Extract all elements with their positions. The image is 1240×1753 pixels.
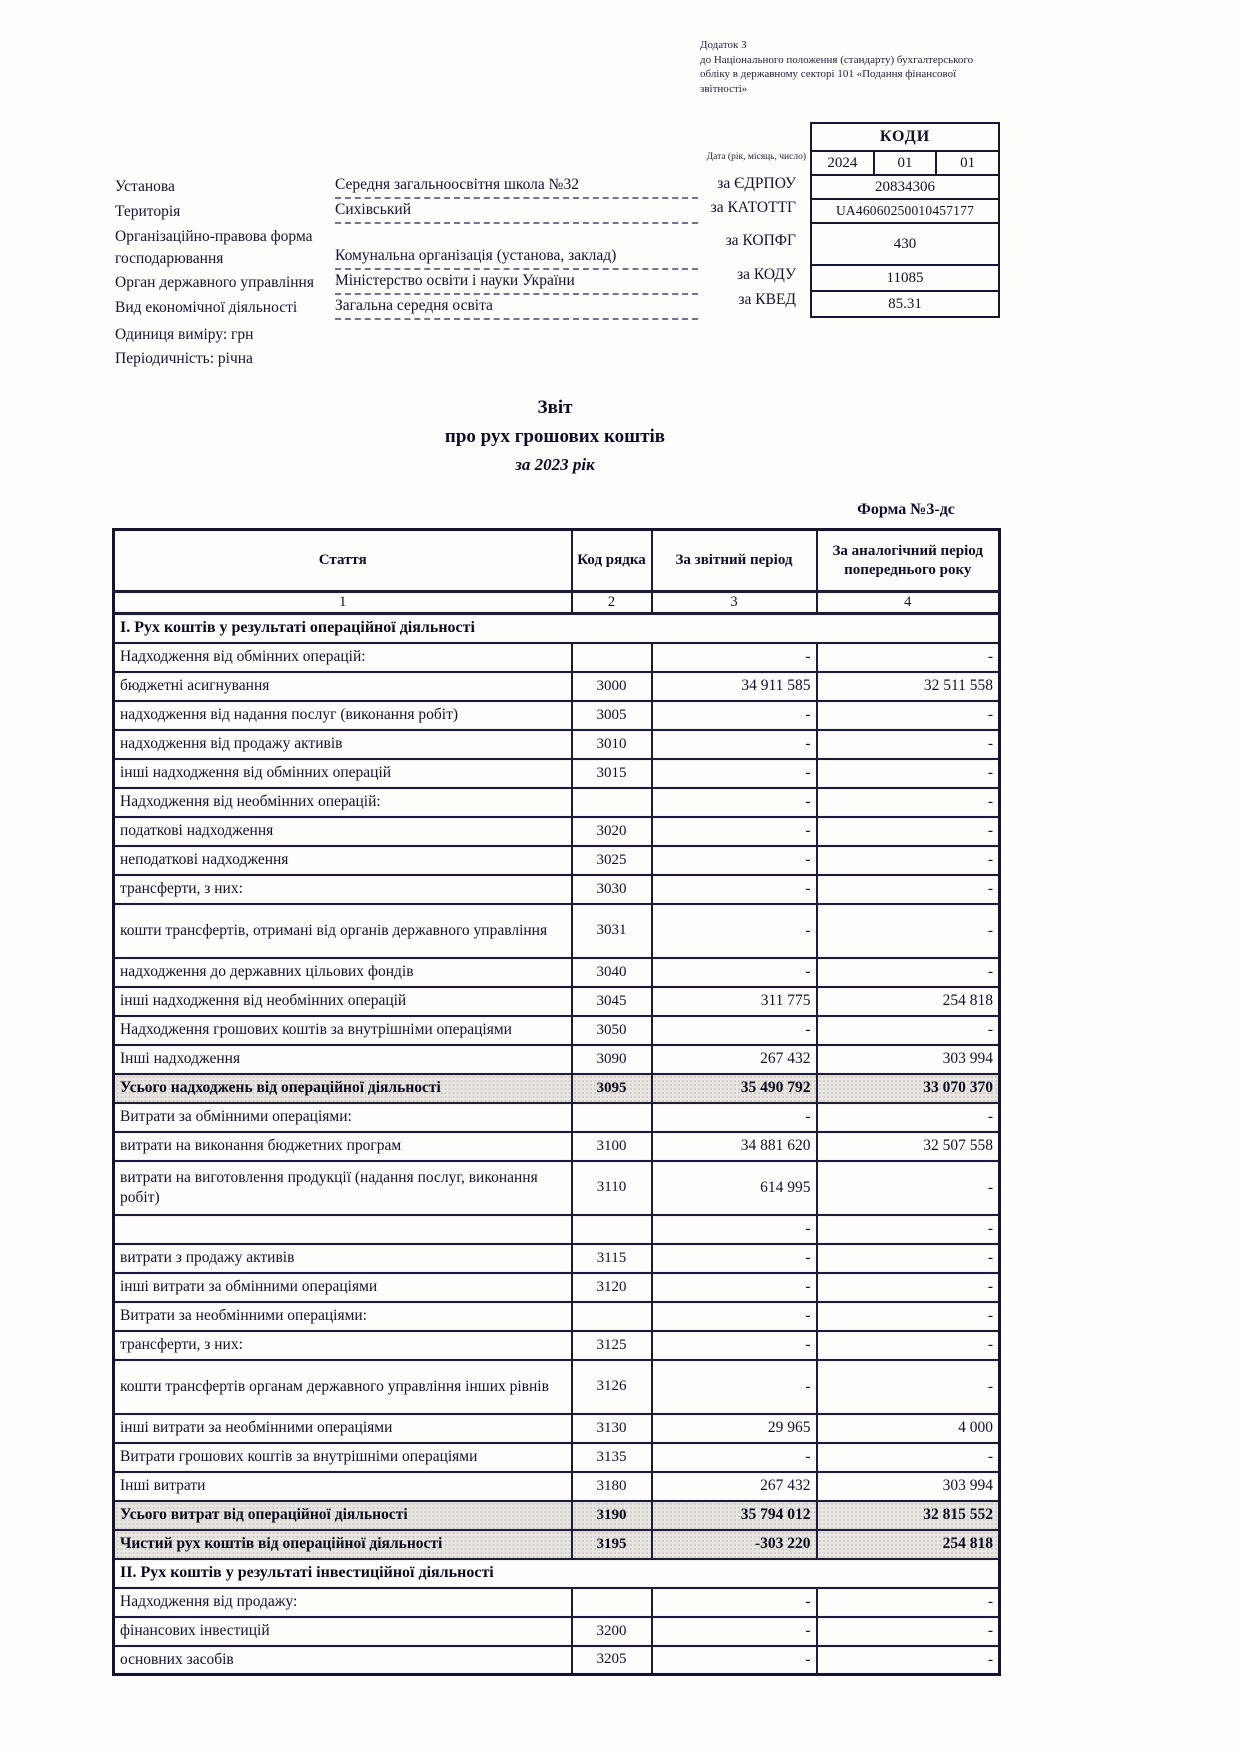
article-cell: Витрати за обмінними операціями: — [114, 1103, 572, 1132]
current-period-cell: - — [652, 1443, 817, 1472]
current-period-cell: - — [652, 1302, 817, 1331]
info-value: Сихівський — [335, 201, 698, 224]
previous-period-cell: 254 818 — [817, 987, 1000, 1016]
previous-period-cell: 32 511 558 — [817, 672, 1000, 701]
previous-period-cell: - — [817, 958, 1000, 987]
column-number: 3 — [652, 592, 817, 614]
previous-period-cell: - — [817, 1103, 1000, 1132]
article-cell: бюджетні асигнування — [114, 672, 572, 701]
current-period-cell: 267 432 — [652, 1045, 817, 1074]
code-cell: 3110 — [572, 1161, 652, 1215]
code-cell: 3030 — [572, 875, 652, 904]
article-cell: надходження від продажу активів — [114, 730, 572, 759]
previous-period-cell: - — [817, 1273, 1000, 1302]
report-title — [112, 393, 998, 478]
table-row — [114, 1132, 1000, 1161]
table-row — [114, 1472, 1000, 1501]
previous-period-cell: - — [817, 1617, 1000, 1646]
code-cell — [572, 1103, 652, 1132]
annex-line: Додаток 3 — [700, 39, 747, 51]
code-value-за-квед: 85.31 — [812, 290, 998, 316]
code-cell: 3025 — [572, 846, 652, 875]
code-cell — [572, 788, 652, 817]
current-period-cell: - — [652, 1215, 817, 1244]
previous-period-cell: 4 000 — [817, 1414, 1000, 1443]
table-row — [114, 759, 1000, 788]
previous-period-cell: 303 994 — [817, 1472, 1000, 1501]
code-side-label: за КОДУ — [737, 266, 796, 283]
table-row — [114, 1588, 1000, 1617]
previous-period-cell: - — [817, 875, 1000, 904]
info-value: Загальна середня освіта — [335, 297, 698, 320]
current-period-cell: - — [652, 1273, 817, 1302]
info-value: Міністерство освіти і науки України — [335, 272, 698, 295]
previous-period-cell: - — [817, 1443, 1000, 1472]
section-title: ІІ. Рух коштів у результаті інвестиційної діяльності — [114, 1559, 1000, 1588]
code-cell: 3031 — [572, 904, 652, 958]
previous-period-cell: - — [817, 1331, 1000, 1360]
code-cell: 3095 — [572, 1074, 652, 1103]
table-row — [114, 788, 1000, 817]
table-row — [114, 730, 1000, 759]
table-row — [114, 1302, 1000, 1331]
code-cell: 3126 — [572, 1360, 652, 1414]
annex-line: звітності» — [700, 82, 748, 95]
column-header: Стаття — [114, 530, 572, 592]
table-row — [114, 1016, 1000, 1045]
article-cell: Надходження від продажу: — [114, 1588, 572, 1617]
previous-period-cell: 254 818 — [817, 1530, 1000, 1559]
table-header-row — [114, 530, 1000, 592]
table-row — [114, 1215, 1000, 1244]
current-period-cell: - — [652, 1360, 817, 1414]
column-header: За аналогічний період попереднього року — [817, 530, 1000, 592]
code-value-за-катоттг: UA46060250010457177 — [812, 198, 998, 222]
article-cell: податкові надходження — [114, 817, 572, 846]
article-cell: надходження від надання послуг (виконання робіт) — [114, 701, 572, 730]
column-header: Код рядка — [572, 530, 652, 592]
current-period-cell: 34 911 585 — [652, 672, 817, 701]
current-period-cell: - — [652, 1617, 817, 1646]
article-cell: Витрати за необмінними операціями: — [114, 1302, 572, 1331]
current-period-cell: - — [652, 958, 817, 987]
article-cell: Надходження грошових коштів за внутрішніми операціями — [114, 1016, 572, 1045]
previous-period-cell: - — [817, 1161, 1000, 1215]
column-number: 2 — [572, 592, 652, 614]
date-cell: 01 — [873, 152, 936, 174]
article-cell: фінансових інвестицій — [114, 1617, 572, 1646]
form-number-label: Форма №3-дс — [857, 501, 955, 518]
article-cell: основних засобів — [114, 1646, 572, 1675]
article-cell: неподаткові надходження — [114, 846, 572, 875]
previous-period-cell: - — [817, 1016, 1000, 1045]
report-title-line2: про рух грошових коштів — [444, 426, 666, 447]
previous-period-cell: - — [817, 846, 1000, 875]
annex-line: до Національного положення (стандарту) бухгалтерського — [700, 53, 974, 66]
current-period-cell: 35 794 012 — [652, 1501, 817, 1530]
previous-period-cell: 303 994 — [817, 1045, 1000, 1074]
unit-line: Одиниця виміру: грн — [115, 326, 254, 343]
current-period-cell: 267 432 — [652, 1472, 817, 1501]
code-cell: 3120 — [572, 1273, 652, 1302]
current-period-cell: - — [652, 1244, 817, 1273]
current-period-cell: 311 775 — [652, 987, 817, 1016]
current-period-cell: - — [652, 1016, 817, 1045]
table-row — [114, 1331, 1000, 1360]
table-row — [114, 846, 1000, 875]
article-cell: Усього витрат від операційної діяльності — [114, 1501, 572, 1530]
code-cell: 3010 — [572, 730, 652, 759]
codes-title: КОДИ — [879, 128, 931, 145]
code-cell — [572, 1588, 652, 1617]
code-side-label: за КАТОТТГ — [710, 199, 796, 216]
info-value: Комунальна організація (установа, заклад) — [335, 247, 698, 270]
current-period-cell: - — [652, 846, 817, 875]
code-value-за-коду: 11085 — [812, 264, 998, 290]
article-cell: Чистий рух коштів від операційної діяльності — [114, 1530, 572, 1559]
table-row — [114, 1360, 1000, 1414]
article-cell: трансферти, з них: — [114, 875, 572, 904]
cashflow-table — [112, 528, 1001, 1676]
total-row — [114, 1530, 1000, 1559]
table-row — [114, 1045, 1000, 1074]
info-label: Орган державного управління — [115, 274, 314, 291]
report-title-year: за 2023 рік — [515, 455, 595, 474]
info-label: Вид економічної діяльності — [115, 299, 298, 316]
article-cell: інші витрати за необмінними операціями — [114, 1414, 572, 1443]
table-row — [114, 701, 1000, 730]
code-cell: 3045 — [572, 987, 652, 1016]
periodicity-line: Періодичність: річна — [115, 350, 253, 367]
date-cell: 01 — [935, 152, 998, 174]
article-cell — [114, 1215, 572, 1244]
current-period-cell: - — [652, 730, 817, 759]
current-period-cell: - — [652, 1331, 817, 1360]
article-cell: кошти трансфертів, отримані від органів державного управління — [114, 904, 572, 958]
code-cell: 3195 — [572, 1530, 652, 1559]
info-label: Організаційно-правова форма господарювання — [115, 228, 313, 267]
table-row — [114, 1103, 1000, 1132]
table-row — [114, 1646, 1000, 1675]
previous-period-cell: - — [817, 730, 1000, 759]
current-period-cell: 614 995 — [652, 1161, 817, 1215]
code-cell: 3005 — [572, 701, 652, 730]
table-row — [114, 904, 1000, 958]
code-cell: 3100 — [572, 1132, 652, 1161]
table-row — [114, 1273, 1000, 1302]
current-period-cell: - — [652, 1646, 817, 1675]
table-row — [114, 817, 1000, 846]
article-cell: Витрати грошових коштів за внутрішніми операціями — [114, 1443, 572, 1472]
section-row — [114, 614, 1000, 643]
code-cell — [572, 643, 652, 672]
current-period-cell: - — [652, 904, 817, 958]
current-period-cell: - — [652, 759, 817, 788]
article-cell: Усього надходжень від операційної діяльності — [114, 1074, 572, 1103]
table-row — [114, 1414, 1000, 1443]
current-period-cell: - — [652, 875, 817, 904]
article-cell: Інші надходження — [114, 1045, 572, 1074]
code-cell: 3135 — [572, 1443, 652, 1472]
article-cell: інші надходження від обмінних операцій — [114, 759, 572, 788]
date-cell: 2024 — [827, 154, 858, 171]
code-cell — [572, 1302, 652, 1331]
current-period-cell: 35 490 792 — [652, 1074, 817, 1103]
previous-period-cell: - — [817, 701, 1000, 730]
annex-note — [700, 38, 1030, 96]
article-cell: витрати на виконання бюджетних програм — [114, 1132, 572, 1161]
previous-period-cell: - — [817, 817, 1000, 846]
annex-line: обліку в державному секторі 101 «Подання фінансової — [700, 68, 957, 81]
previous-period-cell: - — [817, 1302, 1000, 1331]
code-cell: 3015 — [572, 759, 652, 788]
info-value: Середня загальноосвітня школа №32 — [335, 176, 698, 199]
total-row — [114, 1074, 1000, 1103]
code-cell: 3050 — [572, 1016, 652, 1045]
current-period-cell: 29 965 — [652, 1414, 817, 1443]
article-cell: Інші витрати — [114, 1472, 572, 1501]
table-row — [114, 875, 1000, 904]
code-cell: 3020 — [572, 817, 652, 846]
article-cell: Надходження від обмінних операцій: — [114, 643, 572, 672]
previous-period-cell: 32 815 552 — [817, 1501, 1000, 1530]
article-cell: інші витрати за обмінними операціями — [114, 1273, 572, 1302]
current-period-cell: -303 220 — [652, 1530, 817, 1559]
code-side-label: за КОПФГ — [725, 232, 796, 249]
table-row — [114, 1617, 1000, 1646]
code-cell: 3180 — [572, 1472, 652, 1501]
date-row — [812, 150, 998, 174]
code-side-label: за КВЕД — [738, 291, 796, 308]
previous-period-cell: 32 507 558 — [817, 1132, 1000, 1161]
table-row — [114, 1443, 1000, 1472]
code-cell: 3130 — [572, 1414, 652, 1443]
previous-period-cell: - — [817, 1215, 1000, 1244]
section-row — [114, 1559, 1000, 1588]
current-period-cell: - — [652, 1588, 817, 1617]
code-value-за-єдрпоу: 20834306 — [812, 174, 998, 198]
info-label: Територія — [115, 203, 181, 220]
section-title: І. Рух коштів у результаті операційної діяльності — [114, 614, 1000, 643]
previous-period-cell: - — [817, 759, 1000, 788]
article-cell: інші надходження від необмінних операцій — [114, 987, 572, 1016]
code-cell: 3000 — [572, 672, 652, 701]
table-row — [114, 643, 1000, 672]
article-cell: Надходження від необмінних операцій: — [114, 788, 572, 817]
current-period-cell: 34 881 620 — [652, 1132, 817, 1161]
report-title-line1: Звіт — [537, 397, 573, 418]
previous-period-cell: - — [817, 643, 1000, 672]
article-cell: витрати з продажу активів — [114, 1244, 572, 1273]
column-number: 4 — [817, 592, 1000, 614]
previous-period-cell: - — [817, 788, 1000, 817]
article-cell: трансферти, з них: — [114, 1331, 572, 1360]
table-row — [114, 987, 1000, 1016]
code-cell: 3125 — [572, 1331, 652, 1360]
column-number: 1 — [114, 592, 572, 614]
article-cell: витрати на виготовлення продукції (надання послуг, виконання робіт) — [114, 1161, 572, 1215]
current-period-cell: - — [652, 817, 817, 846]
current-period-cell: - — [652, 643, 817, 672]
previous-period-cell: - — [817, 1588, 1000, 1617]
info-label: Установа — [115, 178, 175, 195]
current-period-cell: - — [652, 788, 817, 817]
total-row — [114, 1501, 1000, 1530]
table-row — [114, 1161, 1000, 1215]
code-cell: 3115 — [572, 1244, 652, 1273]
code-side-label: за ЄДРПОУ — [717, 175, 796, 192]
code-cell: 3090 — [572, 1045, 652, 1074]
codes-table — [810, 122, 1000, 318]
code-cell — [572, 1215, 652, 1244]
previous-period-cell: 33 070 370 — [817, 1074, 1000, 1103]
current-period-cell: - — [652, 1103, 817, 1132]
column-number-row — [114, 592, 1000, 614]
table-row — [114, 672, 1000, 701]
code-cell: 3205 — [572, 1646, 652, 1675]
code-value-за-копфг: 430 — [812, 222, 998, 264]
code-cell: 3040 — [572, 958, 652, 987]
table-row — [114, 1244, 1000, 1273]
previous-period-cell: - — [817, 904, 1000, 958]
article-cell: кошти трансфертів органам державного управління інших рівнів — [114, 1360, 572, 1414]
code-cell: 3200 — [572, 1617, 652, 1646]
current-period-cell: - — [652, 701, 817, 730]
previous-period-cell: - — [817, 1360, 1000, 1414]
column-header: За звітний період — [652, 530, 817, 592]
previous-period-cell: - — [817, 1244, 1000, 1273]
code-cell: 3190 — [572, 1501, 652, 1530]
table-row — [114, 958, 1000, 987]
previous-period-cell: - — [817, 1646, 1000, 1675]
article-cell: надходження до державних цільових фондів — [114, 958, 572, 987]
date-label: Дата (рік, місяць, число) — [706, 152, 806, 162]
